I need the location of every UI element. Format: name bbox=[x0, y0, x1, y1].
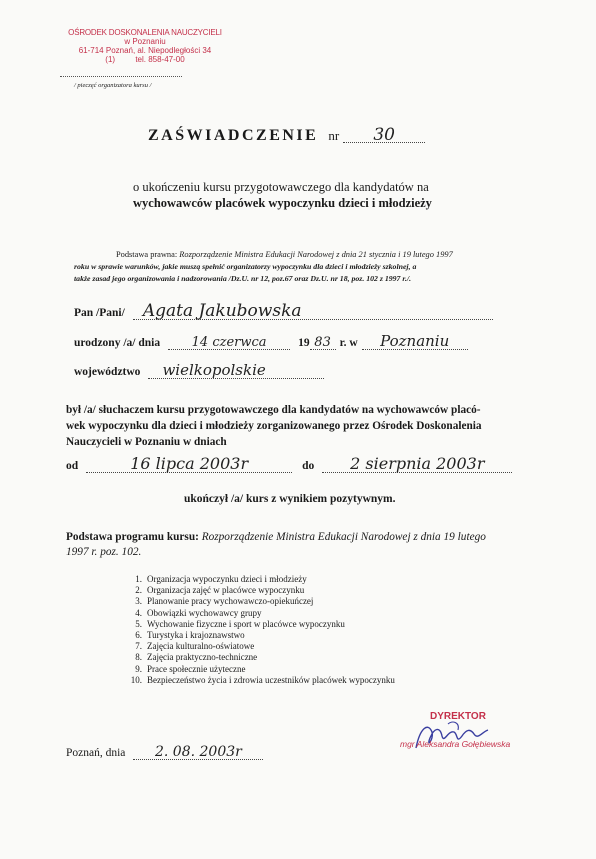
list-item: 8. Zajęcia praktyczno-techniczne bbox=[135, 652, 258, 663]
list-item: 4. Obowiązki wychowawcy grupy bbox=[135, 607, 262, 618]
list-item: 2. Organizacja zajęć w placówce wypoczynku bbox=[135, 585, 305, 596]
birth-place-value: Poznaniu bbox=[380, 332, 450, 350]
stamp-line-3: 61-714 Poznań, al. Niepodległości 34 bbox=[78, 46, 212, 55]
list-item: 6. Turystyka i krajoznawstwo bbox=[135, 630, 245, 641]
from-date-value: 16 lipca 2003r bbox=[130, 454, 249, 473]
subtitle-line-1: o ukończeniu kursu przygotowawczego dla kandydatów na bbox=[133, 180, 429, 194]
stamp-line-2: w Poznaniu bbox=[124, 37, 166, 46]
issue-date-value: 2. 08. 2003r bbox=[154, 744, 242, 760]
page-title bbox=[148, 127, 425, 145]
birth-place-field bbox=[362, 332, 468, 350]
subtitle-line-2: wychowawców placówek wypoczynku dzieci i młodzieży bbox=[133, 196, 432, 210]
stamp-line-4a: (1) bbox=[105, 55, 116, 64]
province-row bbox=[74, 362, 324, 380]
to-date-field bbox=[322, 454, 512, 473]
stamp-dotted-line bbox=[60, 76, 182, 77]
program-basis-line-1 bbox=[66, 531, 486, 543]
director-name: mgr Aleksandra Gołębiewska bbox=[400, 739, 511, 749]
stamp-line-1: OŚRODEK DOSKONALENIA NAUCZYCIELI bbox=[68, 28, 222, 37]
organizer-stamp bbox=[60, 28, 230, 64]
birth-row bbox=[74, 333, 468, 351]
course-line-1: był /a/ słuchaczem kursu przygotowawczego dla kandydatów na wychowawców placó- bbox=[66, 404, 481, 416]
birth-date-value: 14 czerwca bbox=[191, 335, 267, 350]
name-label: Pan /Pani/ bbox=[74, 307, 125, 319]
stamp-caption: / pieczęć organizatora kursu / bbox=[74, 82, 152, 89]
list-item: 9. Prace społecznie użyteczne bbox=[135, 663, 246, 674]
legal-basis-label: Podstawa prawna: bbox=[116, 250, 178, 259]
course-dates-row bbox=[66, 456, 512, 474]
list-item: 10. Bezpieczeństwo życia i zdrowia uczestników placówek wypoczynku bbox=[130, 674, 395, 685]
province-field bbox=[148, 361, 324, 379]
program-basis-label: Podstawa programu kursu: bbox=[66, 531, 199, 543]
director-signature bbox=[408, 718, 498, 756]
title-nr-label: nr bbox=[328, 128, 340, 143]
name-value: Agata Jakubowska bbox=[142, 301, 302, 321]
name-field bbox=[133, 303, 493, 320]
course-line-2: wek wypoczynku dla dzieci i młodzieży zorganizowanego przez Ośrodek Doskonalenia bbox=[66, 420, 482, 432]
to-date-value: 2 sierpnia 2003r bbox=[350, 454, 485, 473]
list-item: 3. Planowanie pracy wychowawczo-opiekuńczej bbox=[135, 596, 314, 607]
course-result: ukończył /a/ kurs z wynikiem pozytywnym. bbox=[184, 493, 396, 505]
issue-date-field bbox=[133, 746, 263, 760]
title-heading: ZAŚWIADCZENIE bbox=[148, 127, 319, 144]
name-row bbox=[74, 303, 493, 321]
director-title: DYREKTOR bbox=[430, 711, 486, 722]
province-value: wielkopolskie bbox=[162, 361, 266, 379]
from-label: od bbox=[66, 460, 79, 472]
birth-date-field bbox=[168, 336, 290, 350]
list-item: 7. Zajęcia kulturalno-oświatowe bbox=[135, 641, 255, 652]
program-topics-list bbox=[118, 574, 395, 686]
legal-basis-regulation: Rozporządzenie Ministra Edukacji Narodowej z dnia 21 stycznia i 19 lutego 1997 bbox=[179, 250, 453, 259]
issue-place-date bbox=[66, 743, 263, 761]
list-item: 5. Wychowanie fizyczne i sport w placówce wypoczynku bbox=[135, 618, 345, 629]
issue-place-label: Poznań, dnia bbox=[66, 747, 126, 759]
from-date-field bbox=[86, 454, 292, 473]
program-basis-text: Rozporządzenie Ministra Edukacji Narodowej z dnia 19 lutego bbox=[201, 531, 486, 543]
birth-label: urodzony /a/ dnia bbox=[74, 337, 161, 349]
birth-year-field bbox=[310, 336, 336, 350]
to-label: do bbox=[302, 460, 315, 472]
program-basis-line-2: 1997 r. poz. 102. bbox=[66, 546, 142, 558]
legal-basis-line-3: także zasad jego organizowania i nadzorowania /Dz.U. nr 12, poz.67 oraz Dz.U. nr 18, poz. 102 z 1997 r./. bbox=[74, 274, 412, 283]
province-label: województwo bbox=[74, 366, 141, 378]
birth-place-label: r. w bbox=[339, 337, 358, 349]
birth-year-value: 83 bbox=[314, 335, 331, 350]
certificate-number-value: 30 bbox=[373, 125, 395, 145]
birth-year-prefix: 19 bbox=[298, 337, 310, 349]
legal-basis-line-1 bbox=[116, 250, 453, 259]
list-item: 1. Organizacja wypoczynku dzieci i młodzieży bbox=[135, 574, 307, 584]
certificate-number bbox=[343, 125, 425, 145]
legal-basis-line-2: roku w sprawie warunków, jakie muszą spełnić organizatorzy wypoczynku dla dzieci i młodzieży szkolnej, a bbox=[74, 262, 417, 271]
course-line-3: Nauczycieli w Poznaniu w dniach bbox=[66, 436, 227, 448]
stamp-line-4b: tel. 858-47-00 bbox=[135, 55, 185, 64]
